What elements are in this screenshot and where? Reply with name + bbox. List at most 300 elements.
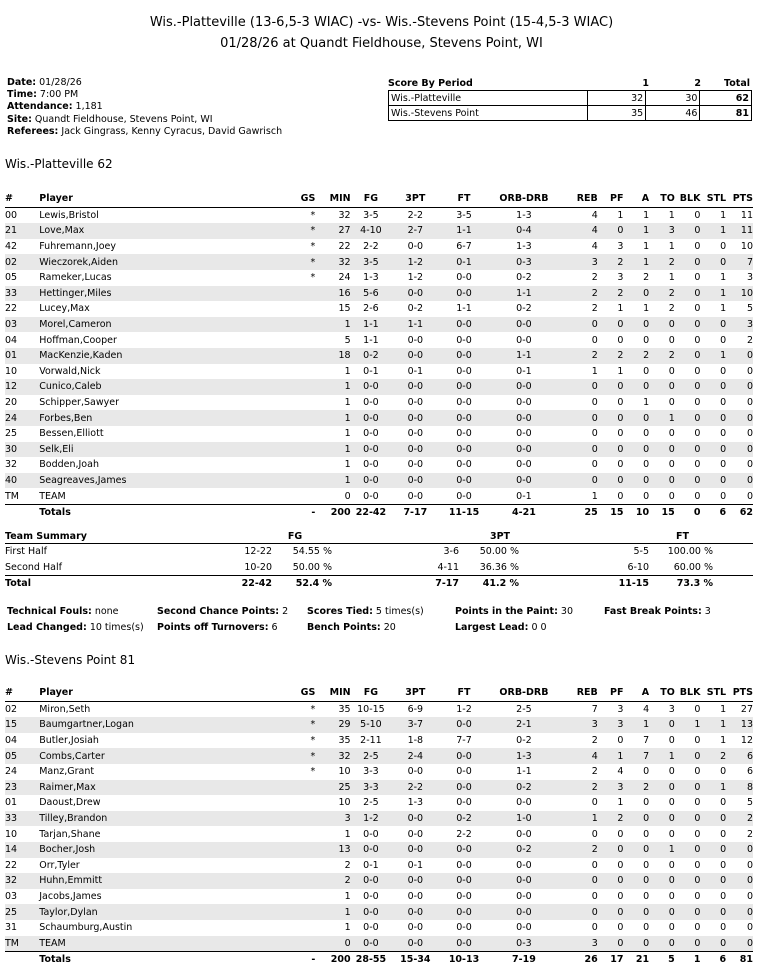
field-goals: 5-10 bbox=[351, 717, 392, 733]
rebounds: 0 bbox=[591, 428, 598, 440]
orb-drb: 0-0 bbox=[489, 379, 560, 395]
team-summary-header bbox=[5, 530, 753, 544]
turnovers: 1 bbox=[668, 209, 675, 221]
turnovers: 0 bbox=[649, 442, 675, 458]
player-name: Butler,Josiah bbox=[39, 735, 99, 747]
steals: 1 bbox=[720, 209, 727, 221]
field-goals: 2-2 bbox=[363, 241, 379, 253]
three-pointers: 0-0 bbox=[391, 410, 439, 426]
jersey-number: 20 bbox=[5, 397, 18, 409]
turnovers: 2 bbox=[649, 348, 675, 364]
assists: 0 bbox=[623, 379, 649, 395]
player-name: Tarjan,Shane bbox=[39, 828, 101, 840]
orb-drb: 0-0 bbox=[516, 334, 532, 346]
personal-fouls: 0 bbox=[617, 459, 624, 471]
personal-fouls: 4 bbox=[617, 766, 624, 778]
assists: 0 bbox=[643, 459, 650, 471]
blocks: 0 bbox=[675, 317, 701, 333]
minutes: 32 bbox=[315, 254, 350, 270]
player-row bbox=[5, 473, 753, 489]
jersey-number: 10 bbox=[5, 365, 18, 377]
assists: 2 bbox=[623, 348, 649, 364]
assists: 0 bbox=[623, 873, 649, 889]
jersey-number: 32 bbox=[5, 873, 39, 889]
three-pointers: 0-0 bbox=[407, 828, 424, 840]
summary-3pt-pct: 41.2 % bbox=[482, 578, 519, 589]
orb-drb: 0-1 bbox=[516, 490, 532, 502]
jersey-number: TM bbox=[5, 936, 39, 952]
steals: 0 bbox=[720, 891, 727, 903]
rebounds: 2 bbox=[559, 780, 598, 796]
jersey-number: 24 bbox=[5, 766, 18, 778]
free-throws: 0-0 bbox=[456, 272, 472, 284]
three-pointers: 0-1 bbox=[407, 859, 424, 871]
steals: 1 bbox=[700, 223, 726, 239]
player-row bbox=[5, 442, 753, 458]
player-name: Tilley,Brandon bbox=[39, 811, 296, 827]
rebounds: 2 bbox=[591, 303, 598, 315]
field-goals: 0-0 bbox=[363, 428, 379, 440]
orb-drb: 0-0 bbox=[489, 873, 560, 889]
period-1-score: 32 bbox=[588, 91, 646, 106]
three-pointers: 2-7 bbox=[391, 223, 439, 239]
total-orb-drb: 4-21 bbox=[489, 504, 560, 520]
points-off-turnovers bbox=[157, 622, 278, 633]
total-three-pointers: 15-34 bbox=[391, 952, 439, 968]
minutes: 16 bbox=[315, 286, 350, 302]
player-row bbox=[5, 270, 753, 286]
rebounds: 0 bbox=[559, 410, 598, 426]
blocks: 0 bbox=[694, 365, 701, 377]
three-pointers: 1-8 bbox=[407, 735, 424, 747]
rebounds: 3 bbox=[559, 717, 598, 733]
field-goals: 0-0 bbox=[351, 904, 392, 920]
player-row bbox=[5, 254, 753, 270]
orb-drb: 0-0 bbox=[516, 428, 532, 440]
summary-fg: 22-42 bbox=[241, 578, 272, 589]
games-started bbox=[296, 904, 315, 920]
total-field-goals: 28-55 bbox=[351, 952, 392, 968]
points: 0 bbox=[746, 365, 753, 377]
total-field-goals: 22-42 bbox=[351, 504, 392, 520]
blocks: 0 bbox=[675, 410, 701, 426]
points: 0 bbox=[726, 410, 753, 426]
points: 2 bbox=[726, 811, 753, 827]
turnovers: 0 bbox=[668, 922, 675, 934]
three-pointers: 0-0 bbox=[407, 766, 424, 778]
personal-fouls: 2 bbox=[598, 811, 624, 827]
summary-fg-header: FG bbox=[287, 531, 303, 542]
rebounds: 2 bbox=[559, 348, 598, 364]
team-1-box-score bbox=[5, 191, 753, 520]
turnovers: 0 bbox=[668, 365, 675, 377]
games-started bbox=[296, 936, 315, 952]
orb-drb: 0-0 bbox=[489, 410, 560, 426]
games-started bbox=[296, 410, 315, 426]
team-name: Wis.-Platteville bbox=[389, 91, 588, 106]
assists: 0 bbox=[643, 859, 650, 871]
free-throws: 1-1 bbox=[456, 303, 472, 315]
field-goals: 2-6 bbox=[363, 303, 379, 315]
steals: 0 bbox=[720, 922, 727, 934]
rebounds: 7 bbox=[591, 703, 598, 715]
jersey-number: 04 bbox=[5, 735, 18, 747]
steals: 0 bbox=[700, 410, 726, 426]
minutes: 1 bbox=[315, 317, 350, 333]
fast-break-label: Fast Break Points: bbox=[604, 606, 702, 617]
free-throws: 0-0 bbox=[439, 780, 488, 796]
three-pointers: 0-0 bbox=[391, 873, 439, 889]
period-2-score: 46 bbox=[646, 106, 700, 121]
games-started bbox=[296, 795, 315, 811]
jersey-number: 14 bbox=[5, 842, 39, 858]
column-header-blocks: BLK bbox=[675, 685, 701, 701]
column-header-field-goals: FG bbox=[351, 685, 392, 701]
turnovers: 0 bbox=[649, 936, 675, 952]
rebounds: 0 bbox=[591, 891, 598, 903]
games-started: * bbox=[310, 703, 316, 715]
points: 0 bbox=[746, 459, 753, 471]
attendance-value: 1,181 bbox=[75, 101, 103, 113]
blocks: 0 bbox=[675, 442, 701, 458]
player-row bbox=[5, 395, 753, 411]
lead-changed-label: Lead Changed: bbox=[7, 622, 87, 633]
blocks: 0 bbox=[694, 428, 701, 440]
field-goals: 2-5 bbox=[351, 748, 392, 764]
field-goals: 3-5 bbox=[363, 209, 379, 221]
column-header-player-name: Player bbox=[39, 191, 296, 207]
free-throws: 0-0 bbox=[456, 459, 472, 471]
time-label: Time: bbox=[7, 89, 37, 101]
total-minutes: 200 bbox=[315, 504, 350, 520]
steals: 0 bbox=[720, 828, 727, 840]
assists: 0 bbox=[623, 442, 649, 458]
date-label: Date: bbox=[7, 77, 37, 88]
minutes: 1 bbox=[315, 904, 350, 920]
three-pointers: 2-4 bbox=[391, 748, 439, 764]
team-summary-label: Team Summary bbox=[5, 531, 87, 542]
free-throws: 0-0 bbox=[439, 904, 488, 920]
steals: 0 bbox=[720, 241, 727, 253]
free-throws: 0-1 bbox=[439, 254, 488, 270]
column-header-assists: A bbox=[623, 685, 649, 701]
steals: 1 bbox=[720, 703, 727, 715]
jersey-number: 21 bbox=[5, 223, 39, 239]
rebounds: 0 bbox=[559, 473, 598, 489]
player-row bbox=[5, 764, 753, 780]
summary-ft-pct: 73.3 % bbox=[676, 578, 713, 589]
assists: 0 bbox=[643, 334, 650, 346]
field-goals: 1-1 bbox=[351, 317, 392, 333]
blocks: 0 bbox=[694, 922, 701, 934]
rebounds: 1 bbox=[559, 811, 598, 827]
minutes: 2 bbox=[315, 873, 350, 889]
field-goals: 0-2 bbox=[351, 348, 392, 364]
column-header-steals: STL bbox=[700, 685, 726, 701]
rebounds: 0 bbox=[591, 859, 598, 871]
games-started: * bbox=[310, 272, 316, 284]
rebounds: 0 bbox=[559, 873, 598, 889]
total-steals: 6 bbox=[700, 952, 726, 968]
orb-drb: 0-0 bbox=[516, 922, 532, 934]
free-throws: 0-0 bbox=[456, 797, 472, 809]
game-info bbox=[7, 77, 282, 138]
technical-fouls-label: Technical Fouls: bbox=[7, 606, 92, 617]
orb-drb: 0-3 bbox=[489, 254, 560, 270]
minutes: 32 bbox=[315, 748, 350, 764]
orb-drb: 1-1 bbox=[516, 766, 532, 778]
blocks: 0 bbox=[675, 286, 701, 302]
free-throws: 0-0 bbox=[456, 766, 472, 778]
orb-drb: 0-1 bbox=[516, 365, 532, 377]
player-row bbox=[5, 410, 753, 426]
personal-fouls: 3 bbox=[598, 780, 624, 796]
player-name: Combs,Carter bbox=[39, 748, 296, 764]
player-row bbox=[5, 889, 753, 905]
blocks: 0 bbox=[675, 811, 701, 827]
summary-3pt: 4-11 bbox=[437, 561, 459, 573]
scores-tied-label: Scores Tied: bbox=[307, 606, 373, 617]
total-blocks: 1 bbox=[675, 952, 701, 968]
rebounds: 0 bbox=[591, 334, 598, 346]
turnovers: 0 bbox=[649, 811, 675, 827]
turnovers: 1 bbox=[649, 842, 675, 858]
assists: 0 bbox=[623, 410, 649, 426]
assists: 1 bbox=[643, 397, 650, 409]
steals: 0 bbox=[720, 797, 727, 809]
score-by-period-header bbox=[388, 77, 752, 90]
total-free-throws: 11-15 bbox=[439, 504, 488, 520]
field-goals: 3-3 bbox=[351, 780, 392, 796]
player-row bbox=[5, 286, 753, 302]
personal-fouls: 2 bbox=[598, 348, 624, 364]
free-throws: 0-0 bbox=[439, 348, 488, 364]
minutes: 1 bbox=[344, 428, 351, 440]
player-row bbox=[5, 936, 753, 952]
jersey-number: 33 bbox=[5, 811, 39, 827]
field-goals: 0-0 bbox=[351, 473, 392, 489]
column-header-jersey-number: # bbox=[5, 191, 39, 207]
minutes: 1 bbox=[344, 459, 351, 471]
minutes: 13 bbox=[315, 842, 350, 858]
player-row bbox=[5, 317, 753, 333]
player-row bbox=[5, 733, 753, 749]
minutes: 1 bbox=[344, 397, 351, 409]
three-pointers: 1-3 bbox=[407, 797, 424, 809]
assists: 0 bbox=[623, 286, 649, 302]
three-pointers: 0-2 bbox=[407, 303, 424, 315]
personal-fouls: 0 bbox=[598, 473, 624, 489]
personal-fouls: 0 bbox=[617, 334, 624, 346]
score-by-period-label: Score By Period bbox=[388, 78, 473, 89]
personal-fouls: 0 bbox=[598, 842, 624, 858]
total-turnovers: 15 bbox=[649, 504, 675, 520]
player-name: Taylor,Dylan bbox=[39, 904, 296, 920]
three-pointers: 0-0 bbox=[407, 397, 424, 409]
minutes: 1 bbox=[344, 891, 351, 903]
column-header-jersey-number: # bbox=[5, 685, 39, 701]
player-name: Orr,Tyler bbox=[39, 859, 80, 871]
player-row bbox=[5, 301, 753, 317]
column-header-three-pointers: 3PT bbox=[391, 191, 439, 207]
column-header-turnovers: TO bbox=[649, 191, 675, 207]
points: 0 bbox=[726, 842, 753, 858]
blocks: 0 bbox=[694, 272, 701, 284]
total-rebounds: 25 bbox=[559, 504, 598, 520]
field-goals: 0-0 bbox=[351, 842, 392, 858]
games-started bbox=[296, 811, 315, 827]
bench-label: Bench Points: bbox=[307, 622, 381, 633]
jersey-number: 03 bbox=[5, 317, 39, 333]
summary-fg-pct: 50.00 % bbox=[292, 561, 332, 573]
points: 27 bbox=[740, 703, 753, 715]
largest-lead-label: Largest Lead: bbox=[455, 622, 529, 633]
technical-fouls bbox=[7, 606, 119, 617]
free-throws: 0-2 bbox=[439, 811, 488, 827]
orb-drb: 0-0 bbox=[516, 397, 532, 409]
player-row bbox=[5, 811, 753, 827]
turnovers: 1 bbox=[668, 241, 675, 253]
three-pointers: 0-0 bbox=[407, 891, 424, 903]
blocks: 0 bbox=[675, 842, 701, 858]
summary-ft: 11-15 bbox=[618, 578, 649, 589]
orb-drb: 2-1 bbox=[489, 717, 560, 733]
orb-drb: 0-0 bbox=[489, 317, 560, 333]
player-name: Bodden,Joah bbox=[39, 459, 99, 471]
rebounds: 3 bbox=[559, 936, 598, 952]
box-score-header-row bbox=[5, 191, 753, 207]
rebounds: 0 bbox=[591, 397, 598, 409]
blocks: 0 bbox=[675, 473, 701, 489]
player-name: Bessen,Elliott bbox=[39, 428, 104, 440]
minutes: 1 bbox=[344, 365, 351, 377]
jersey-number: 04 bbox=[5, 334, 18, 346]
total-points: 62 bbox=[726, 504, 753, 520]
column-header-orb-drb: ORB-DRB bbox=[489, 191, 560, 207]
rebounds: 2 bbox=[591, 735, 598, 747]
assists: 0 bbox=[643, 365, 650, 377]
score-by-period-row bbox=[389, 91, 752, 106]
games-started bbox=[296, 442, 315, 458]
steals: 0 bbox=[720, 766, 727, 778]
games-started bbox=[296, 348, 315, 364]
points: 3 bbox=[726, 317, 753, 333]
paint-value: 30 bbox=[560, 606, 573, 617]
turnovers: 0 bbox=[668, 397, 675, 409]
free-throws: 0-0 bbox=[456, 859, 472, 871]
orb-drb: 1-1 bbox=[489, 348, 560, 364]
points: 2 bbox=[746, 828, 753, 840]
blocks: 0 bbox=[675, 873, 701, 889]
turnovers: 3 bbox=[649, 223, 675, 239]
summary-ft: 6-10 bbox=[627, 561, 649, 573]
assists: 4 bbox=[643, 703, 650, 715]
score-by-period-row bbox=[389, 106, 752, 121]
rebounds: 4 bbox=[559, 748, 598, 764]
player-name: Hoffman,Cooper bbox=[39, 334, 117, 346]
field-goals: 0-0 bbox=[363, 922, 379, 934]
player-row bbox=[5, 826, 753, 842]
personal-fouls: 0 bbox=[617, 922, 624, 934]
site-value: Quandt Fieldhouse, Stevens Point, WI bbox=[34, 113, 213, 125]
three-pointers: 0-0 bbox=[391, 936, 439, 952]
player-name: Lucey,Max bbox=[39, 303, 90, 315]
summary-3pt-pct: 36.36 % bbox=[479, 561, 519, 573]
three-pointers: 2-2 bbox=[391, 780, 439, 796]
games-started bbox=[296, 317, 315, 333]
player-row bbox=[5, 239, 753, 255]
minutes: 29 bbox=[315, 717, 350, 733]
rebounds: 2 bbox=[591, 766, 598, 778]
minutes: 0 bbox=[315, 936, 350, 952]
column-header-orb-drb: ORB-DRB bbox=[489, 685, 560, 701]
rebounds: 2 bbox=[559, 286, 598, 302]
attendance-line bbox=[7, 101, 282, 113]
three-pointers: 0-0 bbox=[407, 459, 424, 471]
assists: 0 bbox=[643, 428, 650, 440]
team-1-title: Wis.-Platteville 62 bbox=[5, 157, 113, 171]
three-pointers: 0-0 bbox=[407, 334, 424, 346]
player-name: Morel,Cameron bbox=[39, 317, 296, 333]
free-throws: 7-7 bbox=[456, 735, 472, 747]
blocks: 1 bbox=[675, 717, 701, 733]
assists: 1 bbox=[643, 241, 650, 253]
minutes: 3 bbox=[315, 811, 350, 827]
steals: 0 bbox=[700, 842, 726, 858]
three-pointers: 3-7 bbox=[391, 717, 439, 733]
field-goals: 0-0 bbox=[351, 410, 392, 426]
personal-fouls: 0 bbox=[598, 379, 624, 395]
column-header-free-throws: FT bbox=[439, 191, 488, 207]
blocks: 0 bbox=[675, 780, 701, 796]
referees-line bbox=[7, 126, 282, 138]
summary-ft-header: FT bbox=[676, 531, 689, 542]
scores-tied-value: 5 times(s) bbox=[375, 606, 424, 617]
personal-fouls: 0 bbox=[617, 397, 624, 409]
column-header-personal-fouls: PF bbox=[598, 685, 624, 701]
three-pointers: 0-0 bbox=[391, 379, 439, 395]
rebounds: 4 bbox=[591, 209, 598, 221]
blocks: 0 bbox=[694, 490, 701, 502]
column-header-field-goals: FG bbox=[351, 191, 392, 207]
period-total-header: Total bbox=[724, 78, 750, 89]
minutes: 35 bbox=[338, 703, 351, 715]
points: 0 bbox=[746, 397, 753, 409]
games-started bbox=[296, 826, 315, 842]
games-started: * bbox=[296, 223, 315, 239]
total-assists: 10 bbox=[623, 504, 649, 520]
orb-drb: 1-0 bbox=[489, 811, 560, 827]
three-pointers: 0-0 bbox=[407, 241, 424, 253]
summary-3pt: 3-6 bbox=[443, 546, 459, 557]
period-1-header: 1 bbox=[642, 78, 649, 89]
player-name: Huhn,Emmitt bbox=[39, 873, 296, 889]
period-1-score: 35 bbox=[588, 106, 646, 121]
turnovers: 0 bbox=[649, 780, 675, 796]
score-by-period bbox=[388, 77, 752, 121]
free-throws: 0-0 bbox=[439, 317, 488, 333]
rebounds: 3 bbox=[559, 254, 598, 270]
minutes: 15 bbox=[338, 303, 351, 315]
field-goals: 0-0 bbox=[363, 891, 379, 903]
second-chance-points bbox=[157, 606, 288, 617]
points: 3 bbox=[746, 272, 753, 284]
points: 0 bbox=[726, 348, 753, 364]
minutes: 22 bbox=[338, 241, 351, 253]
steals: 1 bbox=[700, 348, 726, 364]
blocks: 0 bbox=[675, 348, 701, 364]
personal-fouls: 2 bbox=[598, 254, 624, 270]
